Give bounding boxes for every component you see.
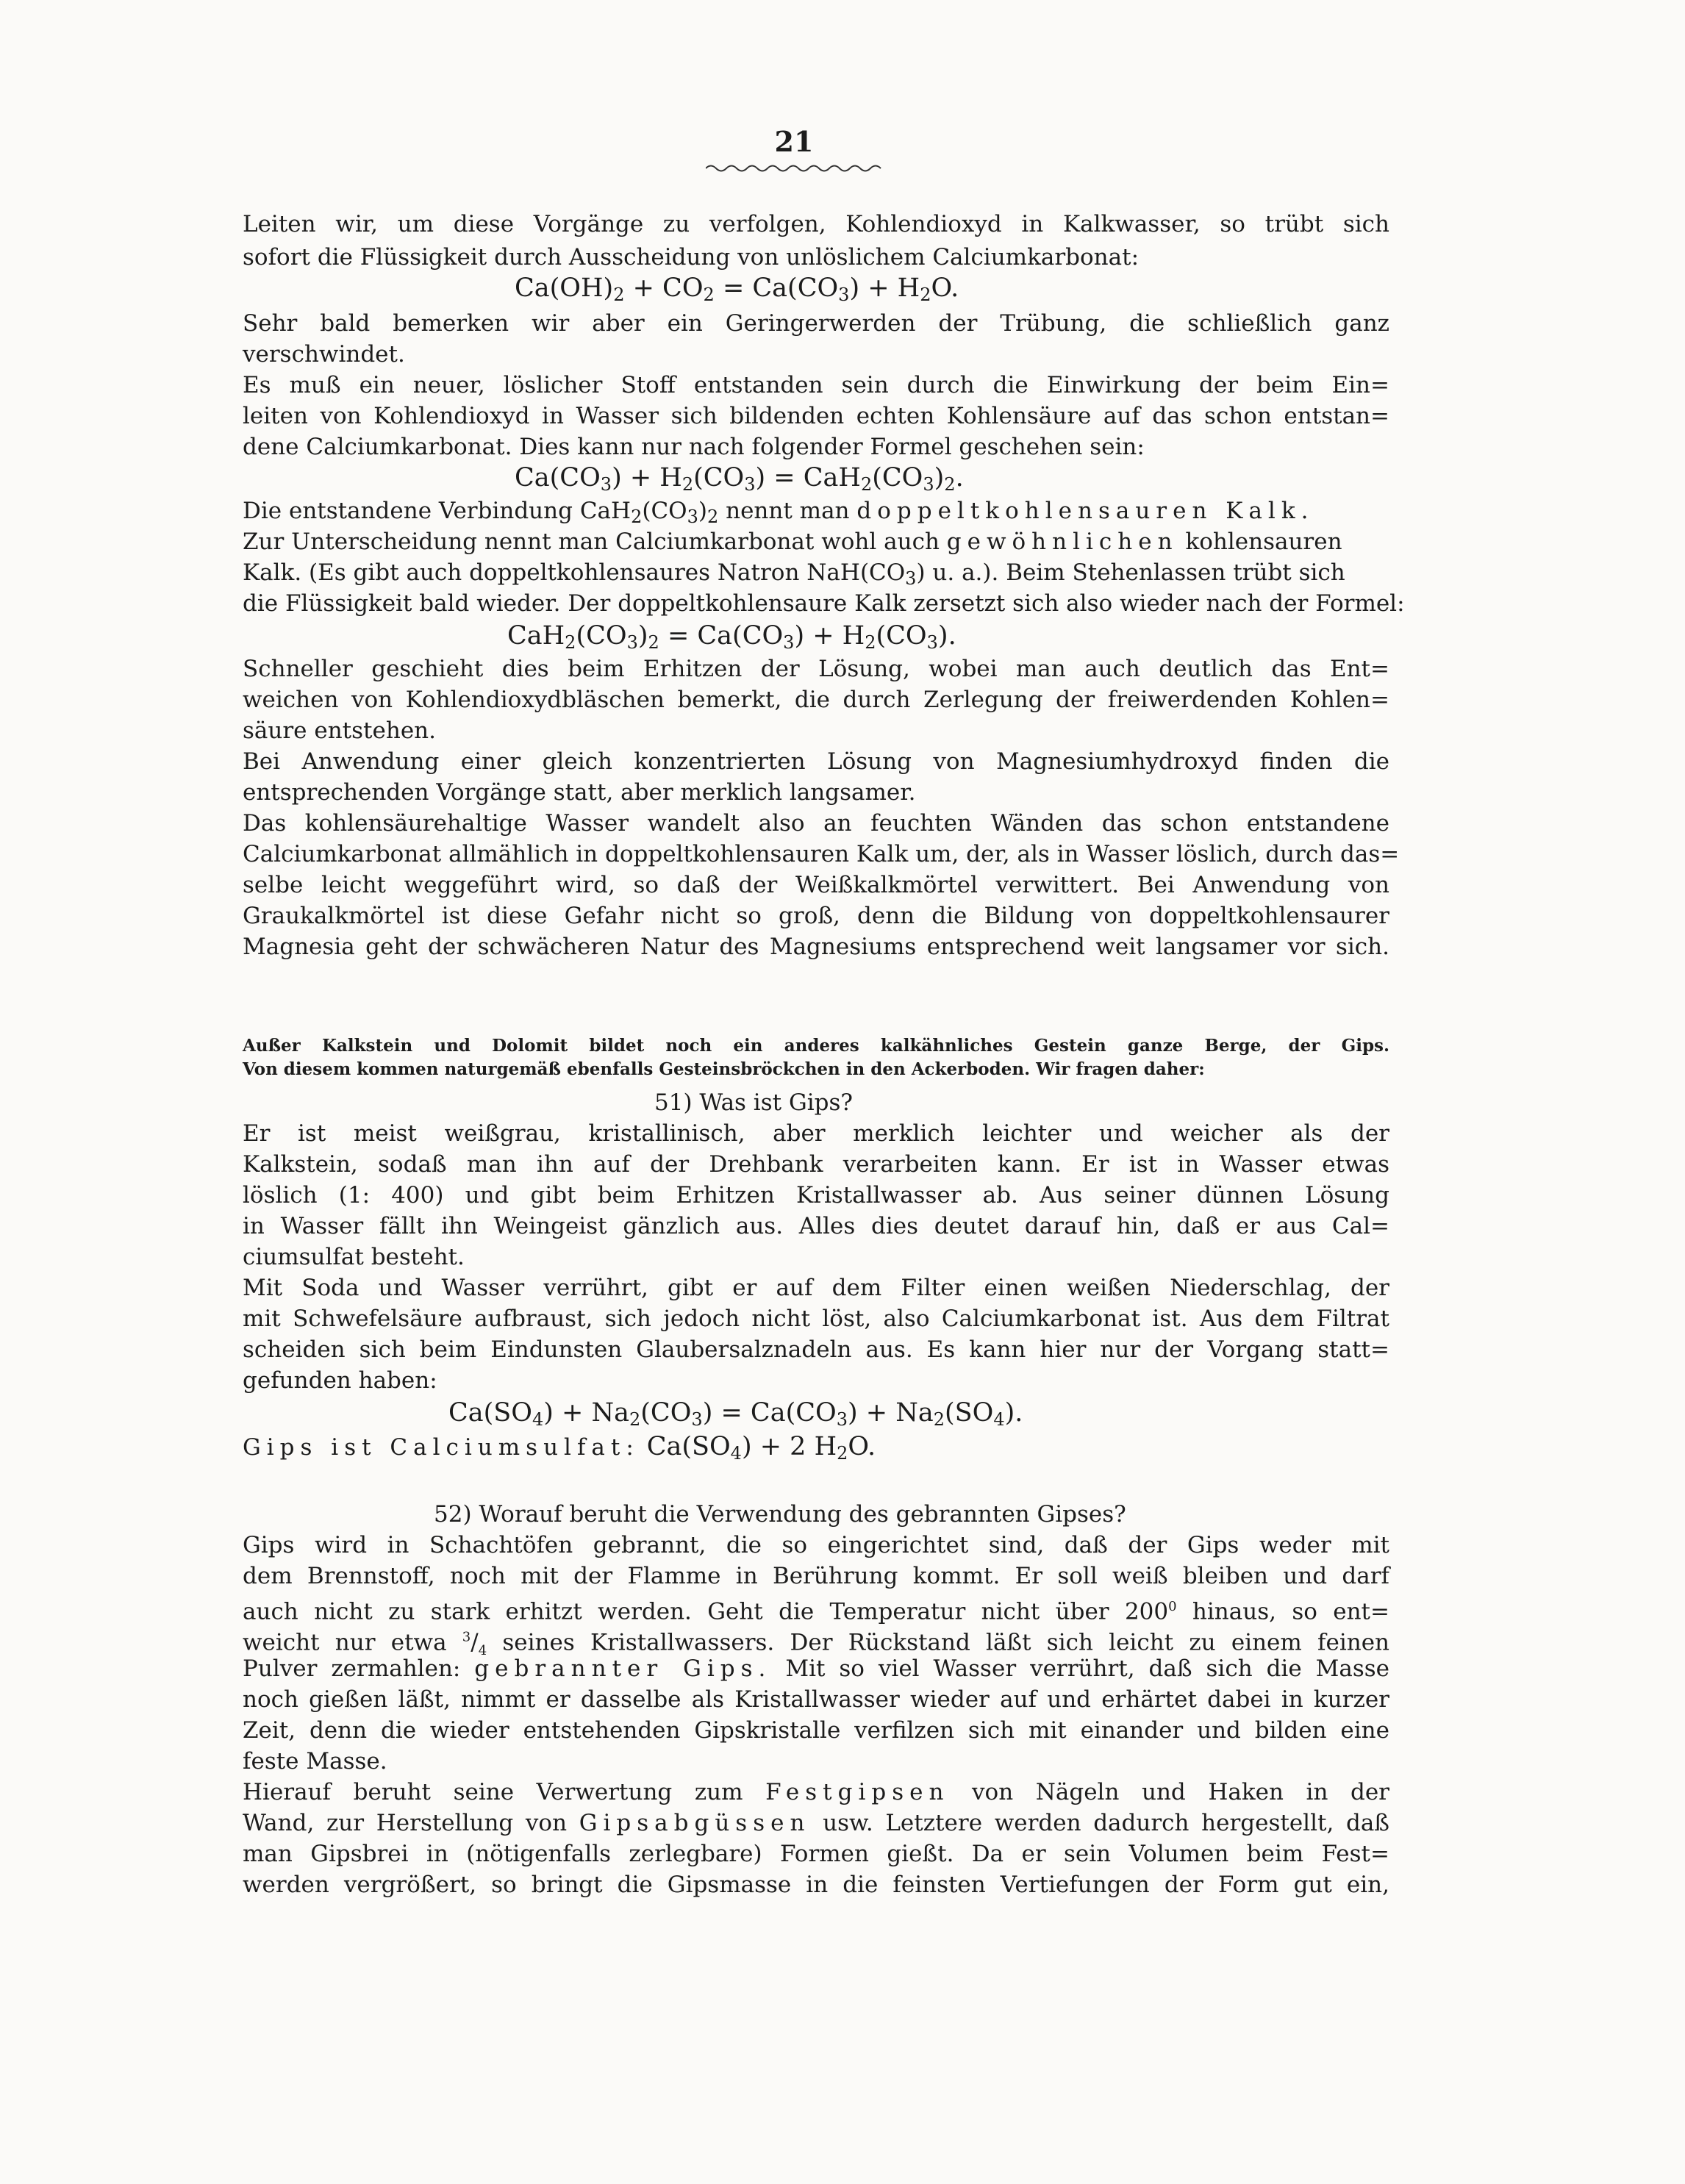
text-line: säure entstehen. bbox=[243, 717, 436, 744]
page-number: 21 bbox=[774, 125, 814, 158]
emphasized-term: Gips ist Calciumsulfat: bbox=[243, 1434, 640, 1461]
text-line: Das kohlensäurehaltige Wasser wandelt also an feuchten Wänden das schon entstandene bbox=[243, 810, 1389, 837]
inline-formula: NaH(CO3) bbox=[806, 559, 933, 589]
intro-line: Von diesem kommen naturgemäß ebenfalls Gesteinsbröckchen in den Ackerboden. Wir fragen daher: bbox=[243, 1059, 1205, 1079]
text-line: noch gießen läßt, nimmt er dasselbe als Kristallwasser wieder auf und erhärtet dabei in kurzer bbox=[243, 1686, 1389, 1713]
text-line: gefunden haben: bbox=[243, 1367, 437, 1394]
text-line: man Gipsbrei in (nötigenfalls zerlegbare) Formen gießt. Da er sein Volumen beim Fest= bbox=[243, 1841, 1389, 1867]
text-line: löslich (1: 400) und gibt beim Erhitzen Kristallwasser ab. Aus seiner dünnen Lösung bbox=[243, 1182, 1389, 1209]
text-fragment: von Nägeln und Haken in der bbox=[972, 1779, 1389, 1805]
text-line bbox=[243, 496, 1314, 531]
text-fragment: Mit so viel Wasser verrührt, daß sich die Masse bbox=[785, 1655, 1390, 1682]
inline-formula: CaH2(CO3)2 bbox=[579, 498, 719, 527]
text-line: Es muß ein neuer, löslicher Stoff entstanden sein durch die Einwirkung der beim Ein= bbox=[243, 372, 1389, 398]
text-line: feste Masse. bbox=[243, 1748, 387, 1775]
text-line: Bei Anwendung einer gleich konzentrierten Lösung von Magnesiumhydroxyd finden die bbox=[243, 748, 1389, 775]
emphasized-term: gebrannter Gips. bbox=[474, 1655, 772, 1682]
text-fragment: Die entstandene Verbindung bbox=[243, 498, 573, 524]
text-line: Schneller geschieht dies beim Erhitzen der Lösung, wobei man auch deutlich das Ent= bbox=[243, 656, 1389, 682]
text-line: Magnesia geht der schwächeren Natur des Magnesiums entsprechend weit langsamer vor sich. bbox=[243, 934, 1389, 960]
text-fragment: Wand, zur Herstellung von bbox=[243, 1810, 568, 1836]
emphasized-term: Gipsabgüssen bbox=[579, 1810, 811, 1836]
text-line bbox=[243, 558, 1345, 593]
text-fragment: usw. Letztere werden dadurch hergestellt, daß bbox=[823, 1810, 1390, 1836]
text-line: dene Calciumkarbonat. Dies kann nur nach folgender Formel geschehen sein: bbox=[243, 434, 1145, 460]
text-line: entsprechenden Vorgänge statt, aber merklich langsamer. bbox=[243, 779, 916, 806]
text-fragment: nennt man bbox=[726, 498, 850, 524]
text-line: sofort die Flüssigkeit durch Ausscheidung von unlöslichem Calciumkarbonat: bbox=[243, 244, 1140, 271]
formula: Ca(OH)2 + CO2 = Ca(CO3) + H2O. bbox=[515, 273, 959, 305]
text-line: Sehr bald bemerken wir aber ein Geringerwerden der Trübung, die schließlich ganz bbox=[243, 310, 1389, 337]
text-line: dem Brennstoff, noch mit der Flamme in Berührung kommt. Er soll weiß bleiben und darf bbox=[243, 1563, 1389, 1589]
question-heading: 52) Worauf beruht die Verwendung des gebrannten Gipses? bbox=[434, 1501, 1126, 1528]
text-line: verschwindet. bbox=[243, 341, 405, 368]
text-line: leiten von Kohlendioxyd in Wasser sich bildenden echten Kohlensäure auf das schon entstan= bbox=[243, 403, 1389, 429]
text-line: Calciumkarbonat allmählich in doppeltkohlensauren Kalk um, der, als in Wasser löslich, durch das= bbox=[243, 841, 1400, 867]
text-fragment: Pulver zermahlen: bbox=[243, 1655, 461, 1682]
emphasized-term: doppeltkohlensauren Kalk. bbox=[856, 498, 1314, 524]
text-fragment: Kalk. (Es gibt auch doppeltkohlensaures Natron bbox=[243, 559, 800, 586]
text-fragment: auch nicht zu stark erhitzt werden. Geht die Temperatur nicht über 200 bbox=[243, 1598, 1169, 1625]
formula: Ca(SO4) + Na2(CO3) = Ca(CO3) + Na2(SO4). bbox=[448, 1398, 1023, 1430]
emphasized-term: Festgipsen bbox=[765, 1779, 950, 1805]
formula: CaH2(CO3)2 = Ca(CO3) + H2(CO3). bbox=[507, 621, 956, 653]
text-fragment: kohlensauren bbox=[1185, 529, 1342, 555]
text-fragment: seines Kristallwassers. Der Rückstand läßt sich leicht zu einem feinen bbox=[502, 1629, 1390, 1656]
text-line: ciumsulfat besteht. bbox=[243, 1244, 465, 1270]
text-line: werden vergrößert, so bringt die Gipsmasse in die feinsten Vertiefungen der Form gut ein, bbox=[243, 1872, 1389, 1898]
question-heading: 51) Was ist Gips? bbox=[654, 1089, 853, 1116]
text-line: mit Schwefelsäure aufbraust, sich jedoch nicht löst, also Calciumkarbonat ist. Aus dem Filtrat bbox=[243, 1306, 1389, 1332]
text-line bbox=[243, 1777, 1389, 1807]
text-line: die Flüssigkeit bald wieder. Der doppeltkohlensaure Kalk zersetzt sich also wieder nach der Formel: bbox=[243, 590, 1405, 617]
text-line: Er ist meist weißgrau, kristallinisch, aber merklich leichter und weicher als der bbox=[243, 1120, 1389, 1147]
fraction: $^3/_4$ bbox=[462, 1629, 487, 1659]
text-line: Gips wird in Schachtöfen gebrannt, die so eingerichtet sind, daß der Gips weder mit bbox=[243, 1532, 1389, 1558]
text-line: Graukalkmörtel ist diese Gefahr nicht so groß, denn die Bildung von doppeltkohlensaurer bbox=[243, 903, 1389, 929]
emphasized-term: gewöhnlichen bbox=[946, 529, 1178, 555]
formula: Ca(CO3) + H2(CO3) = CaH2(CO3)2. bbox=[515, 463, 964, 495]
text-line bbox=[243, 1654, 1389, 1683]
text-line: Zeit, denn die wieder entstehenden Gipskristalle verfilzen sich mit einander und bilden eine bbox=[243, 1717, 1389, 1744]
text-line: Kalkstein, sodaß man ihn auf der Drehbank verarbeiten kann. Er ist in Wasser etwas bbox=[243, 1151, 1389, 1178]
text-line: Leiten wir, um diese Vorgänge zu verfolgen, Kohlendioxyd in Kalkwasser, so trübt sich bbox=[243, 211, 1389, 237]
text-fragment: weicht nur etwa bbox=[243, 1629, 447, 1656]
text-line: scheiden sich beim Eindunsten Glaubersalznadeln aus. Es kann hier nur der Vorgang statt= bbox=[243, 1336, 1389, 1363]
wavy-rule-ornament bbox=[706, 163, 882, 173]
text-line bbox=[243, 527, 1342, 556]
intro-line: Außer Kalkstein und Dolomit bildet noch ein anderes kalkähnliches Gestein ganze Berge, der Gips. bbox=[243, 1036, 1389, 1056]
text-line bbox=[243, 1808, 1389, 1838]
text-line: Mit Soda und Wasser verrührt, gibt er auf dem Filter einen weißen Niederschlag, der bbox=[243, 1275, 1389, 1301]
text-line: auch nicht zu stark erhitzt werden. Geht die Temperatur nicht über $200^0$ hinaus, so ent= bbox=[243, 1598, 1389, 1625]
text-line bbox=[243, 1432, 876, 1468]
inline-formula: Ca(SO4) + 2 H2O. bbox=[646, 1432, 876, 1464]
text-fragment: Hierauf beruht seine Verwertung zum bbox=[243, 1779, 743, 1805]
text-line: in Wasser fällt ihn Weingeist gänzlich aus. Alles dies deutet darauf hin, daß er aus Cal= bbox=[243, 1213, 1389, 1239]
text-line: weichen von Kohlendioxydbläschen bemerkt, die durch Zerlegung der freiwerdenden Kohlen= bbox=[243, 687, 1389, 713]
text-fragment: u. a.). Beim Stehenlassen trübt sich bbox=[932, 559, 1345, 586]
text-line: selbe leicht weggeführt wird, so daß der Weißkalkmörtel verwittert. Bei Anwendung von bbox=[243, 872, 1389, 898]
text-fragment: Zur Unterscheidung nennt man Calciumkarbonat wohl auch bbox=[243, 529, 940, 555]
text-fragment: hinaus, so ent= bbox=[1192, 1598, 1389, 1625]
